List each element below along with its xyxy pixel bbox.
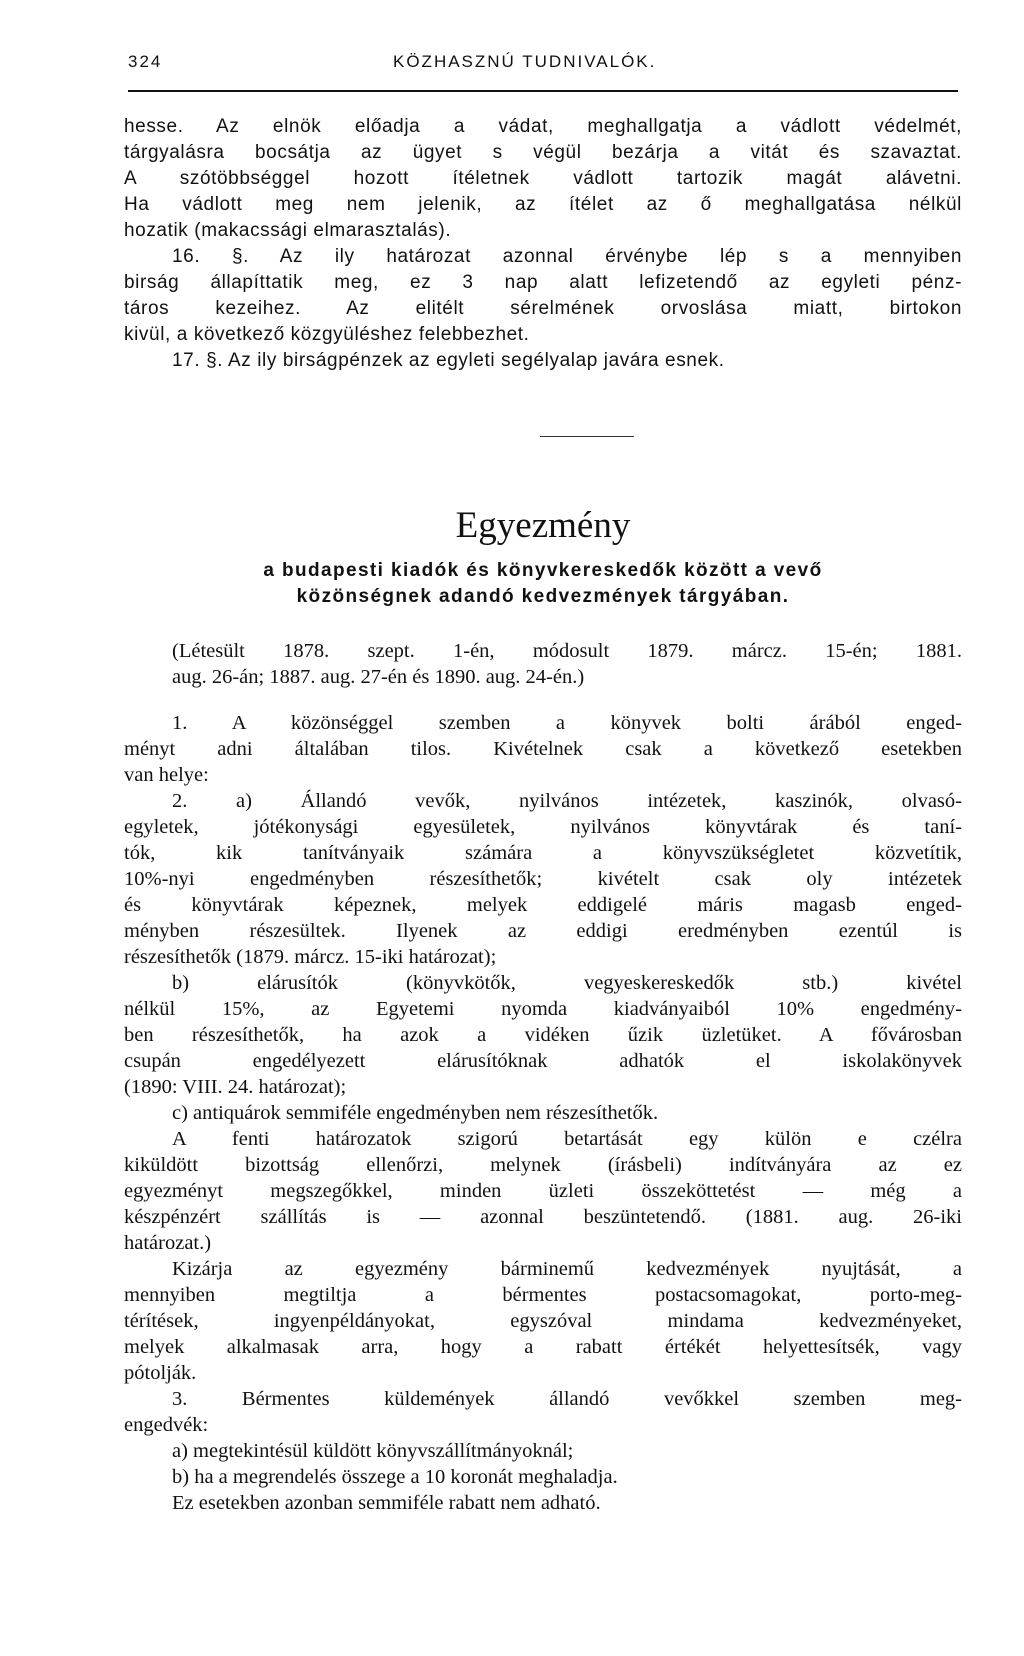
text-line: csupán engedélyezett elárusítóknak adhatók el iskolakönyvek [124,1050,962,1072]
text-line: A szótöbbséggel hozott ítéletnek vádlott tartozik magát alávetni. [124,168,962,189]
text-line: ményben részesültek. Ilyenek az eddigi eredményben ezentúl is [124,920,962,942]
text-line: ményt adni általában tilos. Kivételnek csak a következő esetekben [124,738,962,760]
text-line: Ez esetekben azonban semmiféle rabatt nem adható. [172,1492,601,1514]
text-line: c) antiquárok semmiféle engedményben nem részesíthetők. [172,1102,659,1124]
text-line: (1890: VIII. 24. határozat); [124,1076,347,1098]
text-line: hozatik (makacssági elmarasztalás). [124,220,452,241]
text-line: készpénzért szállítás is — azonnal beszüntetendő. (1881. aug. 26-iki [124,1206,962,1228]
top-text-block [124,114,962,374]
date-line: (Létesült 1878. szept. 1-én, módosult 1879. márcz. 15-én; 1881. [172,640,962,662]
text-line: 10%-nyi engedményben részesíthetők; kivételt csak oly intézetek [124,868,962,890]
text-line: kiküldött bizottság ellenőrzi, melynek (írásbeli) indítványára az ez [124,1154,962,1176]
text-line: 16. §. Az ily határozat azonnal érvénybe lép s a mennyiben [172,246,962,267]
text-line: egyezményt megszegőkkel, minden üzleti összeköttetést — még a [124,1180,962,1202]
text-line: pótolják. [124,1362,197,1384]
text-line: A fenti határozatok szigorú betartását egy külön e czélra [172,1128,962,1150]
text-line: 2. a) Állandó vevők, nyilvános intézetek, kaszinók, olvasó- [172,790,962,812]
agreement-title: Egyezmény [455,505,631,546]
text-line: 1. A közönséggel szemben a könyvek bolti árából enged- [172,712,962,734]
subtitle-line: közönségnek adandó kedvezmények tárgyában. [296,586,790,607]
text-line: nélkül 15%, az Egyetemi nyomda kiadványaiból 10% engedmény- [124,998,962,1020]
text-line: Kizárja az egyezmény bárminemű kedvezmények nyujtását, a [172,1258,962,1280]
text-line: részesíthetők (1879. márcz. 15-iki határozat); [124,946,497,968]
text-line: van helye: [124,764,209,786]
agreement-body [124,710,962,1516]
text-line: tók, kik tanítványaik számára a könyvszükségletet közvetítik, [124,842,962,864]
page-header [128,52,958,80]
text-line: melyek alkalmasak arra, hogy a rabatt értékét helyettesítsék, vagy [124,1336,962,1358]
section-divider [540,436,634,437]
text-line: kivül, a következő közgyüléshez felebbezhet. [124,324,530,345]
text-line: és könyvtárak képeznek, melyek eddigelé máris magasb enged- [124,894,962,916]
text-line: b) ha a megrendelés összege a 10 koronát meghaladja. [172,1466,618,1488]
text-line: birság állapíttatik meg, ez 3 nap alatt lefizetendő az egyleti pénz- [124,272,962,293]
text-line: mennyiben megtiltja a bérmentes postacsomagokat, porto-meg- [124,1284,962,1306]
page-number: 324 [128,52,163,71]
agreement-dates [124,638,962,690]
subtitle-line: a budapesti kiadók és könyvkereskedők között a vevő [263,560,823,581]
text-line: engedvék: [124,1414,209,1436]
text-line: a) megtekintésül küldött könyvszállítmányoknál; [172,1440,574,1462]
agreement-subtitle [124,558,962,610]
text-line: egyletek, jótékonysági egyesületek, nyilvános könyvtárak és taní- [124,816,962,838]
text-line: határozat.) [124,1232,212,1254]
text-line: térítések, ingyenpéldányokat, egyszóval mindama kedvezményeket, [124,1310,962,1332]
text-line: 3. Bérmentes küldemények állandó vevőkkel szemben meg- [172,1388,962,1410]
text-line: táros kezeihez. Az elitélt sérelmének orvoslása miatt, birtokon [124,298,962,319]
date-line: aug. 26-án; 1887. aug. 27-én és 1890. aug. 24-én.) [172,666,585,688]
text-line: 17. §. Az ily birságpénzek az egyleti segélyalap javára esnek. [172,350,725,371]
text-line: ben részesíthetők, ha azok a vidéken űzik üzletüket. A fővárosban [124,1024,962,1046]
text-line: tárgyalásra bocsátja az ügyet s végül bezárja a vitát és szavaztat. [124,142,962,163]
header-rule [128,90,958,92]
running-head: KÖZHASZNÚ TUDNIVALÓK. [393,52,657,71]
text-line: hesse. Az elnök előadja a vádat, meghallgatja a vádlott védelmét, [124,116,962,137]
text-line: b) elárusítók (könyvkötők, vegyeskereskedők stb.) kivétel [172,972,962,994]
text-line: Ha vádlott meg nem jelenik, az ítélet az ő meghallgatása nélkül [124,194,962,215]
